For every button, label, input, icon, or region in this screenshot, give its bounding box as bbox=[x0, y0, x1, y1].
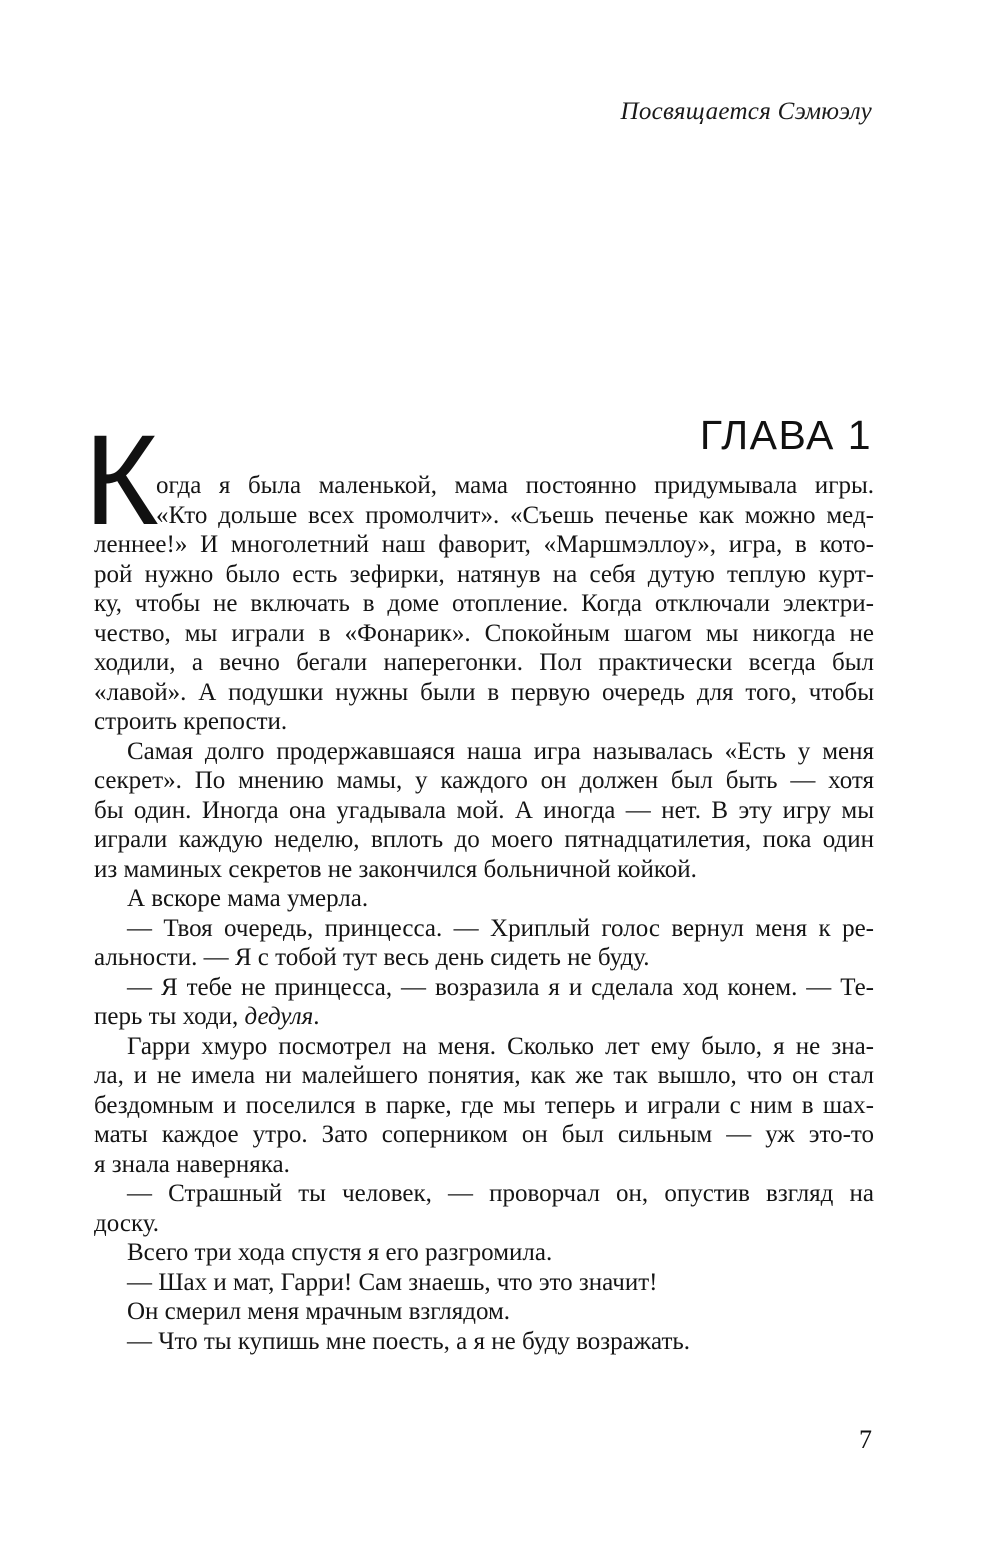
text-line-content: «Кто дольше всех промолчит». «Съешь печенье как можно мед- bbox=[156, 501, 874, 529]
chapter-title: ГЛАВА 1 bbox=[699, 412, 872, 458]
text-line bbox=[94, 1091, 874, 1121]
text-line bbox=[94, 1179, 874, 1209]
text-line-content: доску. bbox=[94, 1209, 159, 1237]
text-line bbox=[94, 1120, 874, 1150]
dedication: Посвящается Сэмюэлу bbox=[620, 98, 872, 125]
text-line bbox=[94, 1268, 874, 1298]
text-line-content: ходили, а вечно бегали наперегонки. Пол практически всегда был bbox=[94, 649, 874, 676]
text-line-content: рой нужно было есть зефирки, натянув на себя дутую теплую курт- bbox=[94, 560, 874, 588]
text-line-content: — Страшный ты человек, — проворчал он, опустив взгляд на bbox=[127, 1180, 874, 1207]
text-line-content: Самая долго продержавшаяся наша игра называлась «Есть у меня bbox=[127, 737, 874, 765]
text-line-content: бездомным и поселился в парке, где мы теперь и играли с ним в шах- bbox=[94, 1091, 874, 1119]
text-line bbox=[94, 825, 874, 855]
text-line bbox=[94, 707, 874, 737]
text-line bbox=[94, 530, 874, 560]
drop-cap: К bbox=[84, 409, 159, 552]
text-line bbox=[94, 501, 874, 531]
text-line bbox=[94, 766, 874, 796]
text-line-suffix: . bbox=[313, 1003, 320, 1030]
text-line bbox=[94, 1002, 874, 1032]
text-line bbox=[94, 619, 874, 649]
italic-word: дедуля bbox=[244, 1003, 314, 1030]
text-line-content: строить крепости. bbox=[94, 708, 288, 735]
text-line-content: бы один. Иногда она угадывала мой. А иногда — нет. В эту игру мы bbox=[94, 796, 874, 824]
text-line bbox=[94, 973, 874, 1003]
text-line bbox=[94, 678, 874, 708]
text-line bbox=[94, 1209, 874, 1239]
text-line bbox=[94, 471, 874, 501]
text-line bbox=[94, 560, 874, 590]
text-line-content: «лавой». А подушки нужны были в первую очередь для того, чтобы bbox=[94, 678, 874, 706]
text-line-content: Он смерил меня мрачным взглядом. bbox=[127, 1298, 511, 1325]
text-line bbox=[94, 855, 874, 885]
text-line-content: я знала наверняка. bbox=[94, 1150, 290, 1178]
text-line-content: чество, мы играли в «Фонарик». Спокойным шагом мы никогда не bbox=[94, 619, 874, 647]
text-line bbox=[94, 943, 874, 973]
text-line-content: альности. — Я с тобой тут весь день сидеть не буду. bbox=[94, 944, 650, 971]
text-line-content: ку, чтобы не включать в доме отопление. Когда отключали электри- bbox=[94, 590, 874, 617]
text-line-content: играли каждую неделю, вплоть до моего пятнадцатилетия, пока один bbox=[94, 826, 874, 853]
text-line bbox=[94, 737, 874, 767]
text-line bbox=[94, 796, 874, 826]
text-line bbox=[94, 648, 874, 678]
text-line-content: — Что ты купишь мне поесть, а я не буду возражать. bbox=[127, 1327, 691, 1355]
text-line-content: Всего три хода спустя я его разгромила. bbox=[127, 1239, 553, 1266]
text-line-content: ла, и не имела ни малейшего понятия, как же так вышло, что он стал bbox=[94, 1062, 874, 1089]
text-line-content: из маминых секретов не закончился больничной койкой. bbox=[94, 855, 697, 883]
text-line-content: А вскоре мама умерла. bbox=[127, 885, 369, 912]
text-line bbox=[94, 1061, 874, 1091]
text-line bbox=[94, 914, 874, 944]
chapter-body-text bbox=[94, 471, 874, 1356]
text-line bbox=[94, 1032, 874, 1062]
text-line-content: маты каждое утро. Зато соперником он был сильным — уж это-то bbox=[94, 1121, 874, 1148]
text-line bbox=[94, 589, 874, 619]
text-line bbox=[94, 1297, 874, 1327]
page-number: 7 bbox=[859, 1425, 872, 1454]
text-line bbox=[94, 884, 874, 914]
text-line bbox=[94, 1238, 874, 1268]
text-line bbox=[94, 1150, 874, 1180]
text-line-content: Гарри хмуро посмотрел на меня. Сколько лет ему было, я не зна- bbox=[127, 1032, 874, 1060]
text-line-content: — Твоя очередь, принцесса. — Хриплый голос вернул меня к ре- bbox=[127, 914, 874, 942]
text-line-content: секрет». По мнению мамы, у каждого он должен был быть — хотя bbox=[94, 767, 874, 794]
text-line-content: — Я тебе не принцесса, — возразила я и сделала ход конем. — Те- bbox=[127, 973, 874, 1001]
text-line-content: огда я была маленькой, мама постоянно придумывала игры. bbox=[156, 472, 874, 499]
text-line-content: перь ты ходи, bbox=[94, 1003, 245, 1030]
text-line bbox=[94, 1327, 874, 1357]
text-line-content: — Шах и мат, Гарри! Сам знаешь, что это значит! bbox=[127, 1268, 658, 1296]
text-line-content: леннее!» И многолетний наш фаворит, «Маршмэллоу», игра, в кото- bbox=[94, 531, 874, 558]
